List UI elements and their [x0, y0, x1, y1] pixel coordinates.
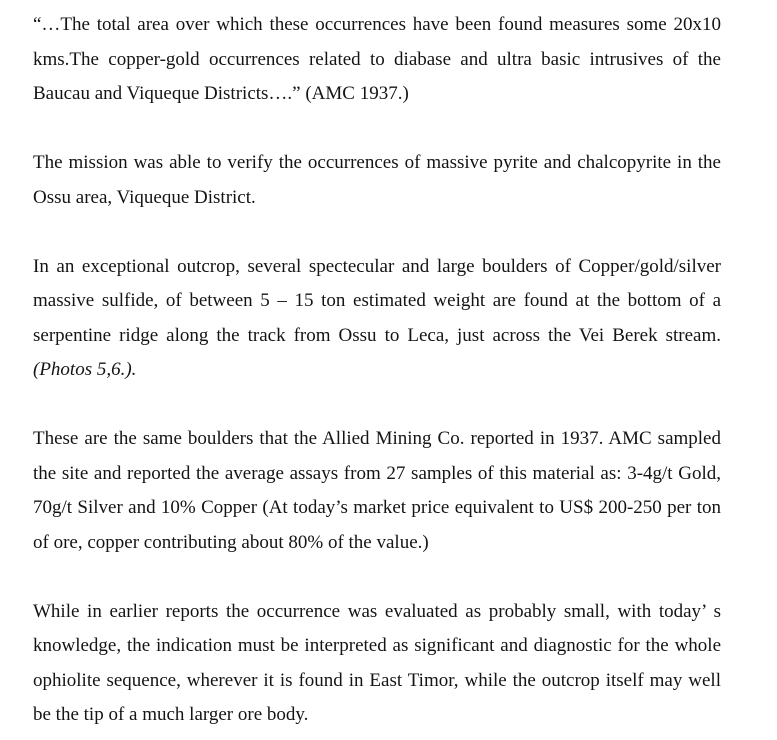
paragraph-text: The mission was able to verify the occurrences of massive pyrite and chalcopyrite in the Ossu area, Viqueque District.: [33, 152, 721, 208]
paragraph-text: In an exceptional outcrop, several spectecular and large boulders of Copper/gold/silver massive sulfide, of between 5 – 15 ton estimated weight are found at the bottom of a serpentine ridge along the track from Ossu to Leca, just across the Vei Berek stream.: [33, 255, 721, 346]
paragraph-text: “…The total area over which these occurrences have been found measures some 20x10 kms.The copper-gold occurrences related to diabase and ultra basic intrusives of the Baucau and Viqueque Districts….” (AMC 1937.): [33, 14, 721, 104]
paragraph-outcrop-boulders: [33, 250, 721, 388]
paragraph-mission-verification: [33, 146, 721, 215]
paragraph-text: While in earlier reports the occurrence was evaluated as probably small, with today’ s knowledge, the indication must be interpreted as significant and diagnostic for the whole ophiolite sequence, wherever it is found in East Timor, while the outcrop itself may well be the tip of a much larger ore body.: [33, 600, 721, 725]
paragraph-text: These are the same boulders that the Allied Mining Co. reported in 1937. AMC sampled the site and reported the average assays from 27 samples of this material as: 3-4g/t Gold, 70g/t Silver and 10% Copper (At today’s market price equivalent to US$ 200-250 per ton of ore, copper contributing about 80% of the value.): [33, 428, 721, 553]
paragraph-assay-results: [33, 422, 721, 560]
document-page: [33, 8, 721, 733]
paragraph-amc-quote: [33, 8, 721, 112]
photo-reference: (Photos 5,6.).: [33, 359, 137, 380]
paragraph-significance: [33, 595, 721, 733]
